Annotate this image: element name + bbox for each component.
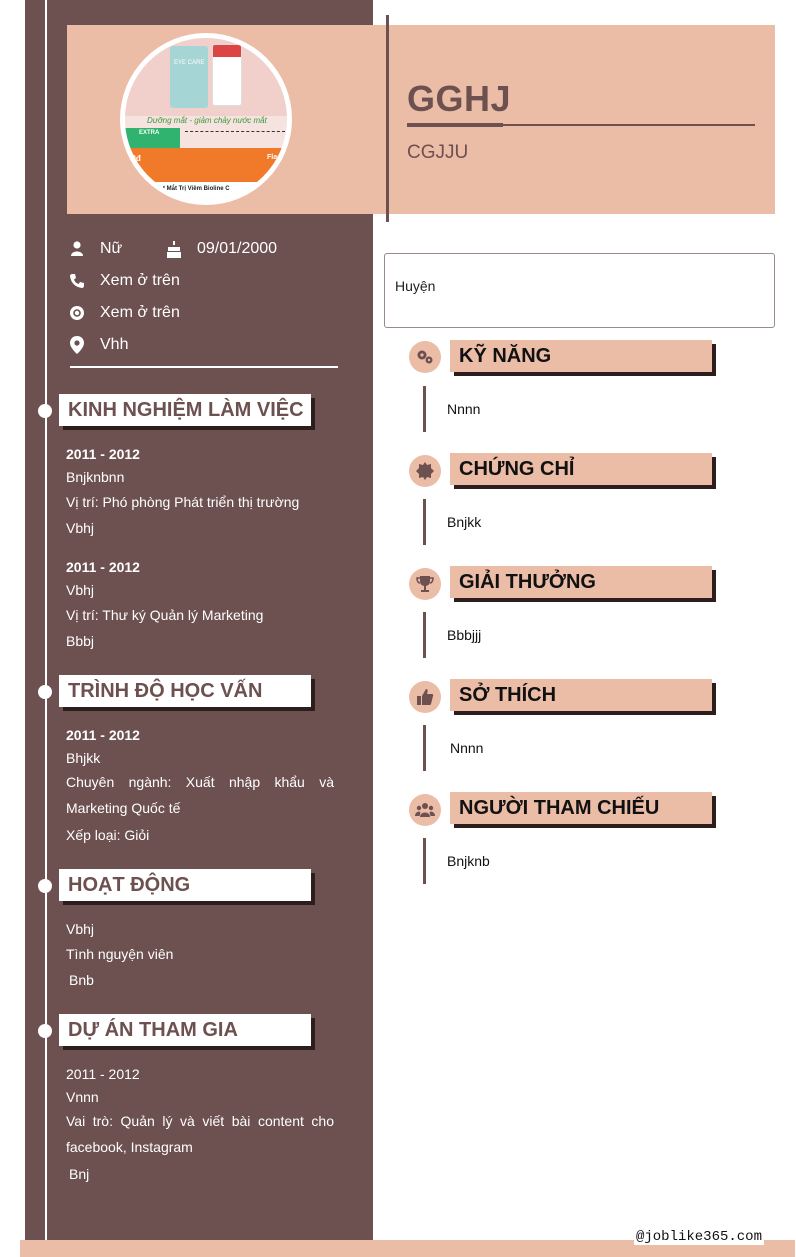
activity-description: Bnb <box>69 972 94 988</box>
trophy-icon <box>409 568 441 600</box>
name-underline-accent <box>407 123 503 127</box>
avatar-price-banner: 00đ Flas <box>125 148 287 182</box>
experience-period: 2011 - 2012 <box>66 446 140 462</box>
experience-position: Vị trí: Thư ký Quản lý Marketing <box>66 607 264 623</box>
job-title: CGJJU <box>407 142 469 163</box>
project-role: Vai trò: Quản lý và viết bài content cho facebook, Instagram <box>66 1113 334 1155</box>
intro-text: Huyện <box>395 278 436 294</box>
activities-heading: HOẠT ĐỘNG <box>59 869 311 901</box>
experience-company: Vbhj <box>66 582 95 598</box>
cake-icon <box>165 240 183 258</box>
contact-divider <box>70 366 338 368</box>
contact-email[interactable]: Xem ở trên <box>68 303 180 323</box>
experience-description: Vbhj <box>66 520 95 536</box>
header-divider <box>386 15 389 222</box>
experience-position: Vị trí: Phó phòng Phát triển thị trường <box>66 494 300 510</box>
avatar-slogan: Dưỡng mắt - giảm chảy nước mắt <box>147 116 267 125</box>
project-description: Bnj <box>69 1166 90 1182</box>
project-period: 2011 - 2012 <box>66 1066 140 1082</box>
avatar[interactable] <box>120 33 292 205</box>
hobbies-text: Nnnn <box>450 740 484 756</box>
contact-gender: Nữ <box>68 239 122 259</box>
avatar-badge: EXTRA <box>125 128 180 148</box>
avatar-photo <box>125 38 287 200</box>
references-text: Bnjknb <box>447 853 490 869</box>
avatar-product-box: EYE CARE <box>170 46 208 108</box>
thumbs-up-icon <box>409 681 441 713</box>
projects-heading: DỰ ÁN THAM GIA <box>59 1014 311 1046</box>
education-school: Bhjkk <box>66 750 101 766</box>
certificates-heading: CHỨNG CHỈ <box>450 453 712 485</box>
references-heading: NGƯỜI THAM CHIẾU <box>450 792 712 824</box>
awards-heading: GIẢI THƯỞNG <box>450 566 712 598</box>
hobbies-heading: SỞ THÍCH <box>450 679 712 711</box>
timeline-dot <box>38 685 52 699</box>
certificate-icon <box>409 455 441 487</box>
education-major: Chuyên ngành: Xuất nhập khẩu và Marketing Quốc tế <box>66 774 334 816</box>
email-icon <box>68 304 86 322</box>
section-bar <box>423 838 426 884</box>
experience-heading: KINH NGHIỆM LÀM VIỆC <box>59 394 311 426</box>
timeline-dot <box>38 404 52 418</box>
watermark: @joblike365.com <box>635 1229 762 1245</box>
certificates-text: Bnjkk <box>447 514 482 530</box>
education-period: 2011 - 2012 <box>66 727 140 743</box>
experience-period: 2011 - 2012 <box>66 559 140 575</box>
section-bar <box>423 386 426 432</box>
experience-company: Bnjknbnn <box>66 469 125 485</box>
activity-organization: Vbhj <box>66 921 95 937</box>
timeline-dot <box>38 1024 52 1038</box>
user-icon <box>68 240 86 258</box>
timeline-line <box>45 0 47 1257</box>
section-bar <box>423 612 426 658</box>
avatar-caption: t Mắt Trị Viêm Bioline C <box>125 182 287 200</box>
activity-role: Tình nguyện viên <box>66 946 174 962</box>
project-name: Vnnn <box>66 1089 99 1105</box>
experience-description: Bbbj <box>66 633 95 649</box>
phone-icon <box>68 272 86 290</box>
timeline-dot <box>38 879 52 893</box>
education-heading: TRÌNH ĐỘ HỌC VẤN <box>59 675 311 707</box>
skills-text: Nnnn <box>447 401 481 417</box>
contact-phone[interactable]: Xem ở trên <box>68 271 180 291</box>
location-pin-icon <box>68 336 86 354</box>
people-icon <box>409 794 441 826</box>
section-bar <box>423 725 426 771</box>
awards-text: Bbbjjj <box>447 627 482 643</box>
gears-icon <box>409 341 441 373</box>
candidate-name: GGHJ <box>407 78 512 119</box>
contact-address: Vhh <box>68 335 128 355</box>
avatar-product-bottle <box>212 44 242 106</box>
education-grade: Xếp loại: Giỏi <box>66 827 150 843</box>
intro-box[interactable] <box>384 253 775 328</box>
section-bar <box>423 499 426 545</box>
contact-birthday: 09/01/2000 <box>165 239 277 259</box>
skills-heading: KỸ NĂNG <box>450 340 712 372</box>
